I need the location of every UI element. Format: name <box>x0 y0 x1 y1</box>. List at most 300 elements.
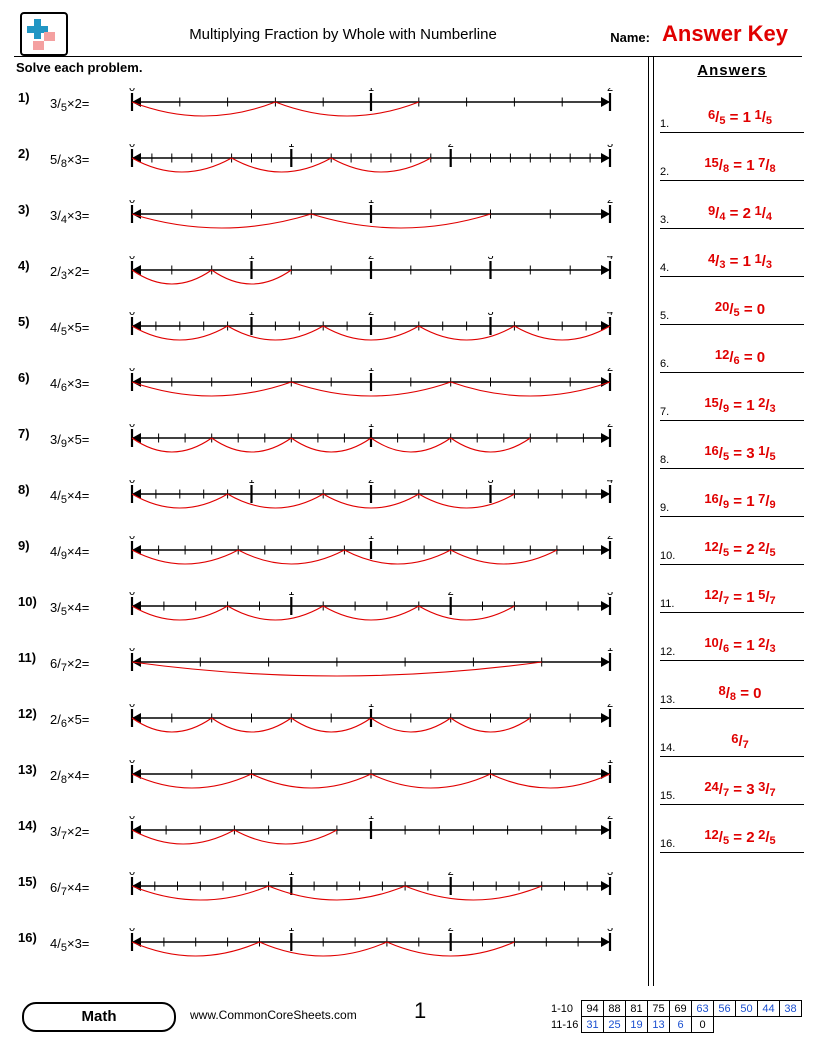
svg-text:1: 1 <box>288 144 295 150</box>
answer-denominator: 5 <box>719 115 726 127</box>
answer-index: 15. <box>660 790 676 802</box>
fraction-slash: / <box>57 96 61 111</box>
problem-number: 1) <box>18 90 30 105</box>
number-line <box>122 648 617 690</box>
fraction-numerator: 4 <box>50 376 58 391</box>
svg-text:1: 1 <box>248 480 255 486</box>
answer-slash: / <box>718 781 723 798</box>
fraction-numerator: 3 <box>50 824 58 839</box>
answer-equals: = 1 <box>729 493 755 510</box>
svg-text:3: 3 <box>606 872 614 878</box>
problem-row <box>14 752 639 808</box>
problem-expression <box>50 432 90 450</box>
fraction-numerator: 4 <box>50 936 58 951</box>
svg-text:0: 0 <box>128 144 136 150</box>
fraction-denominator: 8 <box>60 158 67 170</box>
svg-text:3: 3 <box>606 592 614 598</box>
problem-number: 5) <box>18 314 30 329</box>
problem-row <box>14 360 639 416</box>
answer-denominator: 5 <box>722 835 730 847</box>
fraction-slash: / <box>57 488 61 503</box>
problem-expression <box>50 208 90 226</box>
fraction-denominator: 4 <box>60 214 67 226</box>
answer-equals: = 3 <box>729 781 755 798</box>
answer-value <box>676 829 804 846</box>
problem-number: 9) <box>18 538 30 553</box>
answer-row <box>660 421 804 469</box>
multiply-operator: ×3= <box>66 152 90 167</box>
answer-slash: / <box>718 445 723 462</box>
answer-numerator: 6 <box>731 731 739 746</box>
answer-equals: = 2 <box>729 541 755 558</box>
number-line <box>122 200 617 242</box>
fraction-slash: / <box>57 824 61 839</box>
problem-row <box>14 136 639 192</box>
answer-row <box>660 709 804 757</box>
answer-mixed-numerator: 1 <box>750 203 762 218</box>
answer-mixed-denominator: 3 <box>769 403 776 415</box>
svg-text:2: 2 <box>606 536 614 542</box>
svg-text:4: 4 <box>606 256 614 262</box>
score-row-label: 11-16 <box>551 1018 579 1031</box>
answer-denominator: 3 <box>719 259 726 271</box>
svg-text:2: 2 <box>447 928 454 934</box>
answer-mixed-denominator: 7 <box>769 787 776 799</box>
problem-number: 16) <box>18 930 37 945</box>
fraction-slash: / <box>57 376 61 391</box>
problem-number: 14) <box>18 818 37 833</box>
problem-number: 4) <box>18 258 30 273</box>
answer-index: 7. <box>660 406 670 418</box>
problem-expression <box>50 880 90 898</box>
fraction-slash: / <box>57 432 61 447</box>
fraction-slash: / <box>57 712 61 727</box>
fraction-denominator: 8 <box>60 774 67 786</box>
answer-denominator: 8 <box>722 163 730 175</box>
answer-denominator: 9 <box>722 403 730 415</box>
answer-numerator: 10 <box>704 635 719 650</box>
answer-row <box>660 277 804 325</box>
problem-row <box>14 584 639 640</box>
answer-equals: = 1 <box>729 157 755 174</box>
svg-text:3: 3 <box>487 256 494 262</box>
score-cell: 13 <box>648 1017 670 1033</box>
fraction-numerator: 3 <box>50 600 58 615</box>
answer-mixed-slash: / <box>765 445 770 462</box>
svg-text:0: 0 <box>128 480 136 486</box>
score-table <box>551 1000 802 1033</box>
answer-value <box>676 445 804 462</box>
svg-text:0: 0 <box>128 648 136 654</box>
problem-number: 6) <box>18 370 30 385</box>
answer-mixed-denominator: 5 <box>769 547 776 559</box>
answer-mixed-slash: / <box>765 541 770 558</box>
answer-mixed-numerator: 5 <box>754 587 766 602</box>
answer-equals: = 2 <box>729 829 755 846</box>
svg-text:0: 0 <box>128 816 136 822</box>
svg-text:3: 3 <box>606 928 614 934</box>
score-cell: 69 <box>670 1001 692 1017</box>
svg-text:2: 2 <box>367 312 375 318</box>
answer-numerator: 24 <box>704 779 719 794</box>
answer-mixed-numerator: 2 <box>754 539 766 554</box>
header-divider <box>14 56 802 57</box>
fraction-numerator: 5 <box>50 152 58 167</box>
number-line <box>122 816 617 858</box>
answer-mixed-numerator: 2 <box>754 395 766 410</box>
answer-denominator: 7 <box>722 595 730 607</box>
answer-mixed-numerator: 1 <box>750 107 762 122</box>
answer-equals: = 1 <box>725 253 751 270</box>
answer-mixed-denominator: 5 <box>769 835 776 847</box>
answer-value <box>676 733 804 750</box>
answer-mixed-slash: / <box>765 637 770 654</box>
number-line <box>122 704 617 746</box>
answer-index: 16. <box>660 838 676 850</box>
answer-slash: / <box>718 589 723 606</box>
answer-denominator: 6 <box>722 643 730 655</box>
answer-value <box>676 493 804 510</box>
problem-expression <box>50 152 90 170</box>
answer-numerator: 9 <box>707 203 716 218</box>
answer-numerator: 12 <box>704 587 719 602</box>
answer-index: 2. <box>660 166 670 178</box>
problem-row <box>14 808 639 864</box>
svg-text:1: 1 <box>367 816 375 822</box>
svg-text:2: 2 <box>606 704 614 710</box>
problem-expression <box>50 600 90 618</box>
problem-number: 2) <box>18 146 30 161</box>
svg-text:3: 3 <box>487 312 494 318</box>
problem-number: 15) <box>18 874 37 889</box>
page-footer <box>14 998 802 1046</box>
fraction-denominator: 5 <box>60 494 67 506</box>
problem-row <box>14 248 639 304</box>
fraction-slash: / <box>57 152 61 167</box>
answers-title: Answers <box>697 62 767 79</box>
multiply-operator: ×5= <box>66 320 90 335</box>
answer-mixed-slash: / <box>765 781 770 798</box>
number-line <box>122 144 617 186</box>
fraction-denominator: 3 <box>60 270 67 282</box>
answer-numerator: 16 <box>704 491 719 506</box>
svg-text:1: 1 <box>367 368 375 374</box>
fraction-denominator: 7 <box>60 830 67 842</box>
score-cell-empty <box>736 1017 758 1033</box>
answer-row <box>660 85 804 133</box>
answer-mixed-slash: / <box>765 589 770 606</box>
answer-denominator: 9 <box>722 499 730 511</box>
multiply-operator: ×3= <box>66 376 90 391</box>
answer-slash: / <box>715 253 720 270</box>
svg-text:1: 1 <box>288 872 295 878</box>
svg-text:2: 2 <box>447 592 454 598</box>
svg-text:2: 2 <box>606 424 614 430</box>
answer-numerator: 12 <box>704 539 719 554</box>
answer-mixed-slash: / <box>761 109 766 126</box>
number-line <box>122 424 617 466</box>
answer-row <box>660 373 804 421</box>
column-divider-right <box>653 56 654 986</box>
multiply-operator: ×4= <box>66 488 90 503</box>
multiply-operator: ×4= <box>66 544 90 559</box>
subject-badge: Math <box>22 1002 176 1032</box>
answer-slash: / <box>729 301 734 318</box>
answer-value <box>676 253 804 270</box>
answer-row <box>660 565 804 613</box>
problem-number: 11) <box>18 650 37 665</box>
answer-mixed-slash: / <box>761 253 766 270</box>
fraction-numerator: 4 <box>50 320 58 335</box>
answer-slash: / <box>738 733 743 750</box>
score-cell: 81 <box>626 1001 648 1017</box>
answer-row <box>660 613 804 661</box>
answer-value <box>676 397 804 414</box>
svg-text:1: 1 <box>367 536 375 542</box>
svg-text:1: 1 <box>367 704 375 710</box>
answer-row <box>660 661 804 709</box>
answer-equals: = 0 <box>739 349 766 366</box>
fraction-numerator: 6 <box>50 880 58 895</box>
svg-text:0: 0 <box>128 704 136 710</box>
problem-row <box>14 920 639 976</box>
svg-text:0: 0 <box>128 592 136 598</box>
score-cell: 6 <box>670 1017 692 1033</box>
answer-value <box>676 205 804 222</box>
answer-row <box>660 469 804 517</box>
answer-equals: = 0 <box>739 301 766 318</box>
answer-mixed-denominator: 5 <box>765 115 773 127</box>
problem-expression <box>50 544 90 562</box>
answer-mixed-numerator: 2 <box>754 827 766 842</box>
score-cell: 63 <box>692 1001 714 1017</box>
number-line <box>122 928 617 970</box>
page-header <box>14 10 802 56</box>
number-line <box>122 536 617 578</box>
problem-row <box>14 472 639 528</box>
answer-mixed-denominator: 3 <box>765 259 773 271</box>
number-line <box>122 760 617 802</box>
score-cell-empty <box>714 1017 736 1033</box>
problem-number: 3) <box>18 202 30 217</box>
answer-value <box>676 301 804 318</box>
problem-row <box>14 80 639 136</box>
answer-row <box>660 517 804 565</box>
svg-text:0: 0 <box>128 424 136 430</box>
column-divider-left <box>648 56 649 986</box>
svg-text:2: 2 <box>367 256 375 262</box>
score-cell: 75 <box>648 1001 670 1017</box>
fraction-numerator: 3 <box>50 96 58 111</box>
fraction-slash: / <box>57 600 61 615</box>
website-url: www.CommonCoreSheets.com <box>190 1008 357 1022</box>
answer-mixed-denominator: 3 <box>769 643 776 655</box>
answer-value <box>676 541 804 558</box>
svg-text:1: 1 <box>367 424 375 430</box>
problem-expression <box>50 936 90 954</box>
number-line <box>122 480 617 522</box>
answer-index: 9. <box>660 502 670 514</box>
svg-text:2: 2 <box>606 816 614 822</box>
svg-text:2: 2 <box>606 200 614 206</box>
score-cell-empty <box>758 1017 780 1033</box>
name-label: Name: <box>610 30 650 45</box>
fraction-numerator: 2 <box>50 768 58 783</box>
answer-mixed-denominator: 7 <box>769 595 776 607</box>
fraction-denominator: 5 <box>60 326 67 338</box>
svg-text:0: 0 <box>128 872 136 878</box>
answer-mixed-numerator: 2 <box>754 635 766 650</box>
svg-text:1: 1 <box>248 256 255 262</box>
problem-expression <box>50 488 90 506</box>
answer-denominator: 5 <box>722 451 730 463</box>
problem-expression <box>50 656 90 674</box>
svg-text:2: 2 <box>606 368 614 374</box>
answer-row <box>660 757 804 805</box>
answer-denominator: 5 <box>722 547 730 559</box>
answer-mixed-slash: / <box>765 829 770 846</box>
fraction-denominator: 5 <box>60 942 67 954</box>
score-cell: 31 <box>582 1017 604 1033</box>
svg-text:2: 2 <box>367 480 375 486</box>
answer-row <box>660 181 804 229</box>
answer-equals: = 2 <box>725 205 751 222</box>
svg-text:4: 4 <box>606 312 614 318</box>
svg-text:3: 3 <box>606 144 614 150</box>
fraction-numerator: 2 <box>50 264 58 279</box>
score-cell: 19 <box>626 1017 648 1033</box>
score-row-label: 1-10 <box>551 1002 574 1015</box>
fraction-slash: / <box>57 264 61 279</box>
answer-mixed-numerator: 1 <box>750 251 762 266</box>
answer-index: 11. <box>660 598 675 610</box>
fraction-denominator: 9 <box>60 550 67 562</box>
answer-slash: / <box>718 541 723 558</box>
answer-value <box>676 349 804 366</box>
answer-equals: = 1 <box>725 109 751 126</box>
svg-text:1: 1 <box>288 592 295 598</box>
answer-row <box>660 805 804 853</box>
fraction-slash: / <box>57 544 61 559</box>
answer-mixed-denominator: 4 <box>765 211 773 223</box>
multiply-operator: ×3= <box>66 936 90 951</box>
fraction-numerator: 4 <box>50 544 58 559</box>
fraction-denominator: 7 <box>60 886 67 898</box>
fraction-denominator: 6 <box>60 382 67 394</box>
multiply-operator: ×5= <box>66 432 90 447</box>
answer-value <box>676 781 804 798</box>
number-line <box>122 368 617 410</box>
number-line <box>122 256 617 298</box>
number-line <box>122 872 617 914</box>
score-cell: 38 <box>780 1001 802 1017</box>
svg-text:1: 1 <box>288 928 295 934</box>
fraction-denominator: 6 <box>60 718 67 730</box>
fraction-denominator: 9 <box>60 438 67 450</box>
svg-text:4: 4 <box>606 480 614 486</box>
svg-text:1: 1 <box>367 88 375 94</box>
svg-text:0: 0 <box>128 536 136 542</box>
answer-numerator: 20 <box>714 299 730 314</box>
number-line <box>122 312 617 354</box>
answer-denominator: 8 <box>729 691 737 703</box>
answer-mixed-numerator: 1 <box>754 443 766 458</box>
problem-expression <box>50 264 90 282</box>
answer-mixed-denominator: 9 <box>769 499 776 511</box>
answer-equals: = 1 <box>729 589 755 606</box>
answer-index: 5. <box>660 310 670 322</box>
svg-text:3: 3 <box>487 480 494 486</box>
problem-number: 8) <box>18 482 30 497</box>
answer-index: 8. <box>660 454 670 466</box>
answer-slash: / <box>715 205 720 222</box>
fraction-numerator: 3 <box>50 432 58 447</box>
number-line <box>122 592 617 634</box>
fraction-numerator: 4 <box>50 488 58 503</box>
problem-row <box>14 304 639 360</box>
answer-index: 3. <box>660 214 670 226</box>
fraction-slash: / <box>57 936 61 951</box>
multiply-operator: ×2= <box>66 96 90 111</box>
answer-rows <box>660 85 804 853</box>
answer-denominator: 7 <box>742 739 749 751</box>
problem-number: 7) <box>18 426 30 441</box>
page-number: 1 <box>414 998 427 1023</box>
svg-text:1: 1 <box>606 648 614 654</box>
answer-index: 6. <box>660 358 670 370</box>
answer-index: 12. <box>660 646 676 658</box>
score-cell-empty <box>780 1017 802 1033</box>
problem-row <box>14 192 639 248</box>
svg-text:0: 0 <box>128 312 136 318</box>
svg-text:0: 0 <box>128 760 136 766</box>
svg-text:0: 0 <box>128 928 136 934</box>
multiply-operator: ×2= <box>66 656 90 671</box>
problem-list <box>14 80 639 976</box>
answer-denominator: 7 <box>722 787 730 799</box>
fraction-numerator: 3 <box>50 208 58 223</box>
answer-index: 14. <box>660 742 676 754</box>
answer-mixed-numerator: 3 <box>754 779 766 794</box>
svg-text:2: 2 <box>447 144 454 150</box>
answer-value <box>676 685 804 702</box>
answer-denominator: 6 <box>733 355 740 367</box>
page-title: Multiplying Fraction by Whole with Numberline <box>189 26 497 43</box>
answer-numerator: 15 <box>704 155 719 170</box>
fraction-denominator: 7 <box>60 662 67 674</box>
problem-row <box>14 864 639 920</box>
problem-expression <box>50 96 90 114</box>
answer-value <box>676 589 804 606</box>
problem-expression <box>50 376 90 394</box>
answer-numerator: 16 <box>704 443 719 458</box>
answer-numerator: 6 <box>707 107 716 122</box>
problem-number: 10) <box>18 594 37 609</box>
answer-value <box>676 157 804 174</box>
problem-row <box>14 696 639 752</box>
score-cell: 50 <box>736 1001 758 1017</box>
answer-equals: = 1 <box>729 637 755 654</box>
answer-key-stamp: Answer Key <box>662 21 788 46</box>
answer-mixed-slash: / <box>765 397 770 414</box>
multiply-operator: ×4= <box>66 600 90 615</box>
answer-mixed-numerator: 7 <box>754 155 766 170</box>
svg-text:0: 0 <box>128 88 136 94</box>
fraction-slash: / <box>57 880 61 895</box>
problem-row <box>14 528 639 584</box>
svg-text:1: 1 <box>606 760 614 766</box>
score-cell: 25 <box>604 1017 626 1033</box>
